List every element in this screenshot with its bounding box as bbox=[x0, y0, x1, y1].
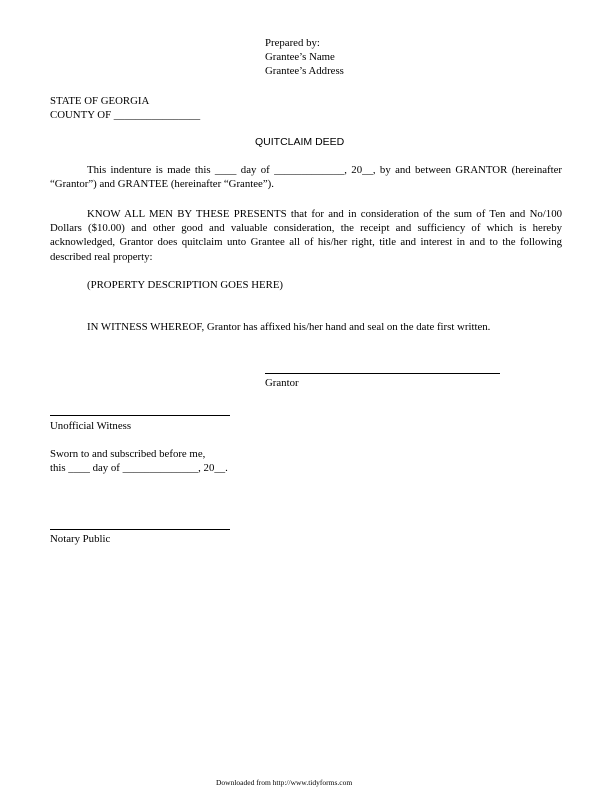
witness-signature-line bbox=[50, 415, 230, 416]
prepared-by-label: Prepared by: bbox=[265, 37, 320, 49]
sworn-statement-line1: Sworn to and subscribed before me, bbox=[50, 448, 206, 460]
state-line: STATE OF GEORGIA bbox=[50, 95, 150, 107]
sworn-statement-line2: this ____ day of ______________, 20__. bbox=[50, 462, 228, 474]
grantee-address: Grantee’s Address bbox=[265, 65, 344, 77]
grantor-signature-line bbox=[265, 373, 500, 374]
notary-signature-line bbox=[50, 529, 230, 530]
county-line: COUNTY OF ________________ bbox=[50, 109, 201, 121]
grantor-label: Grantor bbox=[265, 377, 299, 389]
notary-public-label: Notary Public bbox=[50, 533, 111, 545]
witness-clause: IN WITNESS WHEREOF, Grantor has affixed his/her hand and seal on the date first written. bbox=[87, 321, 491, 333]
grantee-name: Grantee’s Name bbox=[265, 51, 335, 63]
consideration-paragraph: KNOW ALL MEN BY THESE PRESENTS that for and in consideration of the sum of Ten and No/100 Dollars ($10.00) and other good and valuable consideration, the receipt and sufficiency of which is hereby acknowledged, Grantor does quitclaim unto Grantee all of his/her right, title and interest in and to the following described real property: bbox=[50, 208, 562, 263]
document-title: QUITCLAIM DEED bbox=[255, 136, 345, 148]
property-description: (PROPERTY DESCRIPTION GOES HERE) bbox=[87, 279, 284, 291]
indenture-paragraph: This indenture is made this ____ day of _____________, 20__, by and between GRANTOR (hereinafter “Grantor”) and GRANTEE (hereinafter “Grantee”). bbox=[50, 164, 562, 191]
unofficial-witness-label: Unofficial Witness bbox=[50, 420, 132, 432]
download-footer: Downloaded from http://www.tidyforms.com bbox=[216, 778, 353, 787]
